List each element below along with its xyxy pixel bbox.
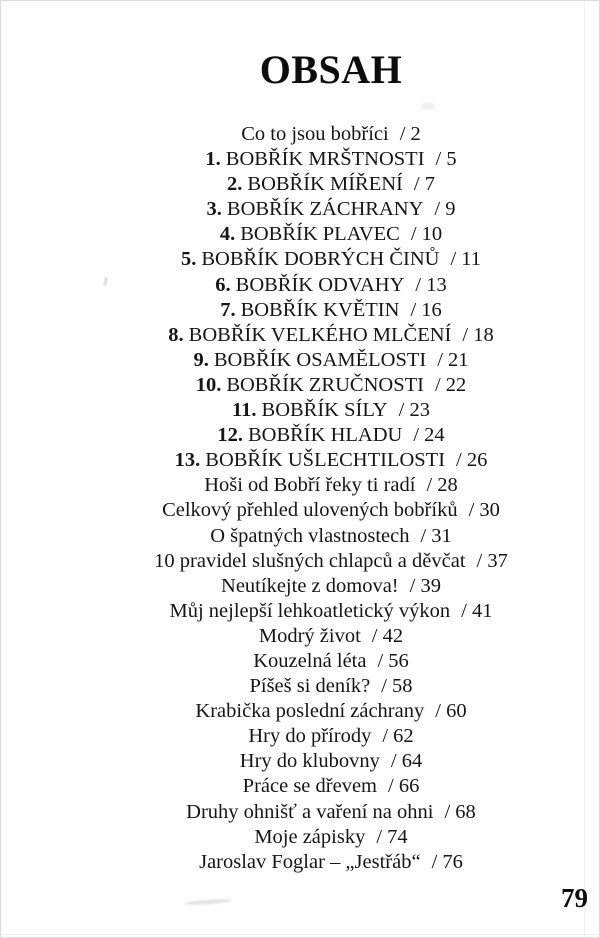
toc-entry — [61, 448, 600, 473]
entry-title: BOBŘÍK KVĚTIN — [240, 298, 400, 321]
entry-title: Kouzelná léta — [253, 649, 367, 672]
toc-entry — [61, 800, 600, 825]
entry-page: / 39 — [409, 574, 441, 597]
toc-list — [61, 122, 600, 875]
entry-page: / 68 — [444, 800, 476, 823]
entry-number: 2. — [227, 173, 243, 196]
entry-page: / 7 — [413, 173, 435, 196]
entry-title: Druhy ohnišť a vaření na ohni — [186, 800, 434, 823]
toc-entry — [61, 749, 600, 774]
entry-title: BOBŘÍK ODVAHY — [235, 273, 405, 296]
toc-entry — [61, 825, 600, 850]
toc-entry — [61, 724, 600, 749]
entry-page: / 42 — [371, 624, 404, 647]
entry-title: Hry do klubovny — [239, 750, 380, 773]
entry-page: / 23 — [398, 399, 430, 422]
toc-entry — [61, 498, 600, 523]
entry-page: / 11 — [450, 248, 481, 271]
entry-number: 6. — [215, 273, 231, 296]
entry-title: Co to jsou bobříci — [241, 123, 389, 145]
entry-page: / 13 — [415, 273, 447, 296]
toc-entry — [61, 850, 600, 875]
toc-entry — [61, 197, 600, 222]
entry-page: / 60 — [435, 700, 467, 723]
entry-page: / 28 — [426, 474, 458, 497]
entry-number: 5. — [181, 248, 197, 271]
entry-page: / 30 — [468, 499, 500, 522]
entry-page: / 18 — [462, 323, 494, 346]
entry-page: / 16 — [410, 298, 442, 321]
toc-entry — [61, 247, 600, 272]
toc-entry — [61, 172, 600, 197]
toc-entry — [61, 599, 600, 624]
entry-title: BOBŘÍK UŠLECHTILOSTI — [205, 449, 446, 472]
toc-entry — [61, 524, 600, 549]
entry-title: BOBŘÍK OSAMĚLOSTI — [213, 348, 427, 371]
entry-number: 10. — [195, 373, 222, 396]
toc-entry — [61, 473, 600, 498]
entry-title: BOBŘÍK PLAVEC — [240, 223, 400, 246]
toc-entry — [61, 674, 600, 699]
entry-page: / 2 — [399, 123, 421, 145]
entry-number: 7. — [220, 298, 236, 321]
toc-entry — [61, 323, 600, 348]
entry-page: / 74 — [376, 825, 408, 848]
entry-number: 9. — [193, 348, 209, 371]
entry-number: 11. — [232, 399, 257, 422]
entry-page: / 5 — [435, 148, 457, 171]
entry-page: / 31 — [420, 524, 452, 547]
entry-title: Hry do přírody — [248, 725, 372, 748]
toc-entry — [61, 273, 600, 298]
entry-title: BOBŘÍK HLADU — [247, 424, 403, 447]
toc-entry — [61, 373, 600, 398]
entry-title: BOBŘÍK SÍLY — [261, 399, 388, 422]
entry-title: BOBŘÍK VELKÉHO MLČENÍ — [188, 323, 452, 346]
entry-page: / 26 — [456, 449, 488, 472]
toc-entry — [61, 147, 600, 172]
entry-title: Můj nejlepší lehkoatletický výkon — [169, 599, 451, 622]
entry-title: 10 pravidel slušných chlapců a děvčat — [154, 549, 466, 572]
entry-page: / 66 — [388, 775, 420, 798]
entry-number: 3. — [206, 198, 222, 221]
scan-edge-line — [1, 934, 599, 935]
entry-page: / 21 — [437, 348, 469, 371]
scan-smudge — [184, 898, 232, 905]
entry-title: Jaroslav Foglar – „Jestřáb“ — [199, 850, 421, 873]
entry-title: Krabička poslední záchrany — [195, 700, 425, 723]
entry-title: BOBŘÍK MRŠTNOSTI — [225, 148, 425, 171]
entry-title: BOBŘÍK ZRUČNOSTI — [226, 373, 424, 396]
entry-title: Celkový přehled ulovených bobříků — [162, 499, 458, 522]
entry-title: Hoši od Bobří řeky ti radí — [204, 474, 416, 497]
entry-title: BOBŘÍK MÍŘENÍ — [247, 173, 403, 196]
entry-page: / 10 — [410, 223, 443, 246]
entry-page: / 64 — [390, 750, 423, 773]
entry-title: Neutíkejte z domova! — [221, 574, 399, 597]
entry-page: / 58 — [381, 675, 413, 698]
entry-title: O špatných vlastnostech — [210, 524, 410, 547]
toc-entry — [61, 649, 600, 674]
folio-page-number: 79 — [561, 883, 588, 913]
entry-page: / 22 — [434, 373, 467, 396]
entry-title: BOBŘÍK ZÁCHRANY — [226, 198, 424, 221]
entry-title: Moje zápisky — [254, 825, 366, 848]
toc-entry — [61, 699, 600, 724]
entry-title: Modrý život — [258, 624, 361, 647]
toc-entry — [61, 122, 600, 147]
entry-title: Práce se dřevem — [242, 775, 377, 798]
toc-entry — [61, 549, 600, 574]
toc-entry — [61, 398, 600, 423]
entry-number: 1. — [205, 148, 221, 171]
toc-entry — [61, 423, 600, 448]
toc-entry — [61, 348, 600, 373]
entry-page: / 9 — [434, 198, 456, 221]
entry-page: / 24 — [413, 424, 445, 447]
entry-number: 8. — [168, 323, 184, 346]
toc-entry — [61, 624, 600, 649]
entry-page: / 37 — [476, 549, 508, 572]
page-title: OBSAH — [259, 47, 403, 92]
toc-entry — [61, 298, 600, 323]
toc-entry — [61, 774, 600, 799]
toc-entry — [61, 222, 600, 247]
entry-page: / 56 — [377, 649, 409, 672]
entry-page: / 76 — [431, 850, 463, 873]
entry-number: 12. — [217, 424, 243, 447]
toc-entry — [61, 574, 600, 599]
entry-title: Píšeš si deník? — [249, 675, 371, 698]
entry-page: / 62 — [382, 725, 414, 748]
entry-number: 4. — [219, 223, 236, 246]
page-content — [61, 1, 600, 875]
entry-title: BOBŘÍK DOBRÝCH ČINŮ — [201, 248, 440, 271]
entry-page: / 41 — [461, 599, 493, 622]
entry-number: 13. — [174, 449, 201, 472]
